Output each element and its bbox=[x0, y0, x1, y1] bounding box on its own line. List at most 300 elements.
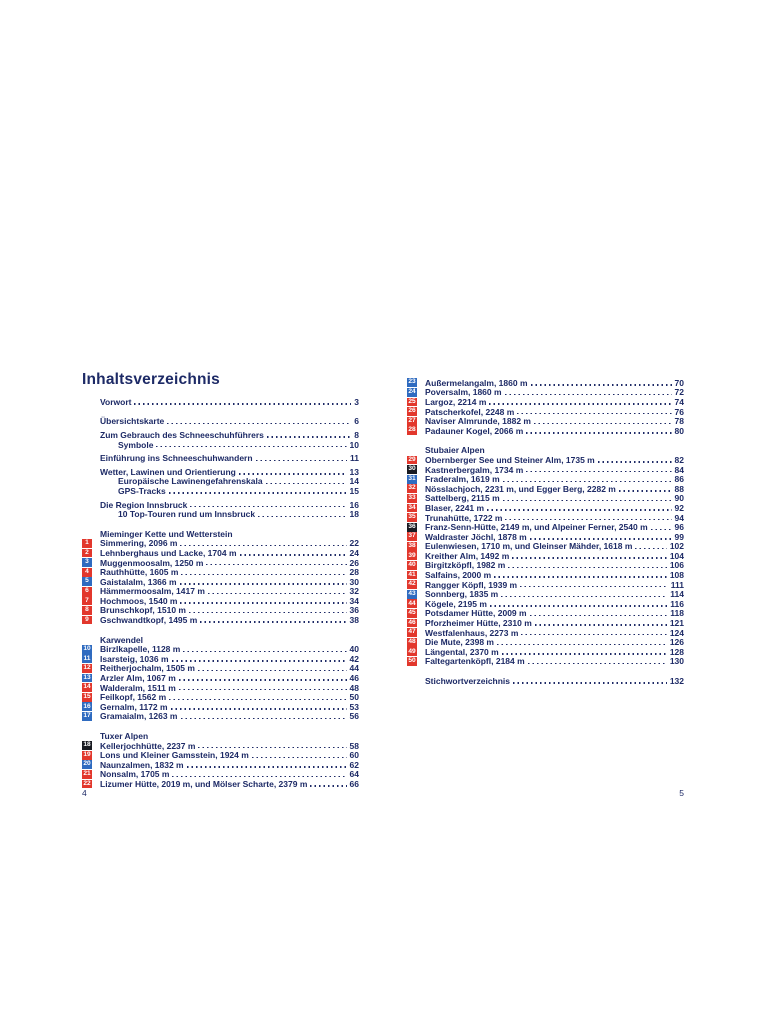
dot-leader bbox=[526, 471, 671, 472]
tour-number-badge: 20 bbox=[83, 760, 91, 768]
dot-leader bbox=[513, 682, 667, 683]
dot-leader bbox=[651, 529, 672, 530]
toc-tour-row bbox=[407, 494, 684, 504]
toc-tour-row bbox=[407, 513, 684, 523]
entry-page-number: 48 bbox=[349, 682, 359, 693]
entry-label: Außermelangalm, 1860 m bbox=[425, 377, 528, 388]
entry-label: Hochmoos, 1540 m bbox=[100, 595, 178, 606]
toc-tour-row bbox=[82, 644, 359, 654]
entry-label: Kellerjochhütte, 2237 m bbox=[100, 740, 196, 751]
toc-entry-row bbox=[82, 417, 359, 427]
tour-number-badge: 44 bbox=[408, 599, 416, 607]
entry-page-number: 38 bbox=[349, 615, 359, 626]
entry-label: Westfalenhaus, 2273 m bbox=[425, 627, 519, 638]
entry-label: Walderalm, 1511 m bbox=[100, 682, 176, 693]
entry-label: Gschwandtkopf, 1495 m bbox=[100, 615, 198, 626]
entry-page-number: 10 bbox=[349, 439, 359, 450]
toc-tour-row bbox=[82, 741, 359, 751]
toc-tour-row bbox=[407, 484, 684, 494]
entry-label: Feilkopf, 1562 m bbox=[100, 692, 167, 703]
toc-section-heading: Mieminger Kette und Wetterstein bbox=[100, 528, 233, 539]
dot-leader bbox=[183, 651, 346, 652]
entry-page-number: 64 bbox=[349, 769, 359, 780]
toc-tour-row bbox=[82, 664, 359, 674]
entry-page-number: 11 bbox=[350, 453, 359, 464]
tour-number-badge: 41 bbox=[408, 570, 416, 578]
tour-number-badge: 30 bbox=[408, 465, 416, 473]
entry-page-number: 3 bbox=[354, 396, 359, 407]
tour-number-badge: 42 bbox=[408, 580, 416, 588]
toc-tour-row bbox=[407, 522, 684, 532]
toc-tour-row bbox=[407, 542, 684, 552]
toc-tour-row bbox=[82, 558, 359, 568]
toc-entry-row bbox=[82, 509, 359, 519]
entry-label: Fraderalm, 1619 m bbox=[425, 474, 500, 485]
dot-leader bbox=[534, 423, 672, 424]
dot-leader bbox=[258, 516, 346, 517]
dot-leader bbox=[502, 653, 667, 654]
tour-number-badge: 23 bbox=[408, 378, 416, 386]
dot-leader bbox=[172, 776, 346, 777]
entry-label: Muggenmoosalm, 1250 m bbox=[100, 557, 204, 568]
toc-tour-row bbox=[82, 683, 359, 693]
dot-leader bbox=[503, 481, 672, 482]
toc-tour-row bbox=[407, 503, 684, 513]
toc-tour-row bbox=[407, 465, 684, 475]
entry-page-number: 132 bbox=[669, 676, 684, 687]
tour-number-badge: 3 bbox=[82, 558, 92, 567]
entry-label: Franz-Senn-Hütte, 2149 m, und Alpeiner Ferner, 2540 m bbox=[425, 522, 648, 533]
toc-tour-row bbox=[82, 615, 359, 625]
tour-number-badge: 24 bbox=[408, 388, 416, 396]
entry-label: Stichwortverzeichnis bbox=[425, 676, 511, 687]
dot-leader bbox=[180, 602, 346, 603]
entry-label: Kögele, 2195 m bbox=[425, 598, 487, 609]
entry-page-number: 56 bbox=[349, 711, 359, 722]
tour-number-badge: 46 bbox=[408, 618, 416, 626]
entry-page-number: 28 bbox=[349, 567, 359, 578]
tour-number-badge: 26 bbox=[408, 407, 416, 415]
entry-page-number: 130 bbox=[669, 656, 684, 667]
entry-page-number: 126 bbox=[669, 637, 684, 648]
tour-number-badge: 11 bbox=[83, 654, 91, 662]
toc-tour-row bbox=[407, 474, 684, 484]
dot-leader bbox=[508, 567, 667, 568]
dot-leader bbox=[535, 624, 667, 625]
entry-page-number: 42 bbox=[349, 653, 359, 664]
tour-number-badge: 43 bbox=[408, 589, 416, 597]
entry-page-number: 36 bbox=[349, 605, 359, 616]
toc-tour-row bbox=[407, 589, 684, 599]
toc-tour-row bbox=[407, 599, 684, 609]
toc-tour-row bbox=[82, 567, 359, 577]
dot-leader bbox=[208, 593, 347, 594]
entry-page-number: 6 bbox=[354, 416, 359, 427]
entry-page-number: 84 bbox=[674, 464, 684, 475]
entry-page-number: 8 bbox=[354, 429, 359, 440]
dot-leader bbox=[190, 506, 346, 507]
entry-label: Einführung ins Schneeschuhwandern bbox=[100, 453, 253, 464]
dot-leader bbox=[520, 586, 668, 587]
entry-label: Symbole bbox=[118, 439, 154, 450]
entry-page-number: 44 bbox=[349, 663, 359, 674]
entry-page-number: 92 bbox=[674, 502, 684, 513]
toc-tour-row bbox=[407, 551, 684, 561]
dot-leader bbox=[531, 384, 672, 385]
toc-title: Inhaltsverzeichnis bbox=[82, 371, 220, 388]
entry-label: Largoz, 2214 m bbox=[425, 396, 487, 407]
entry-page-number: 96 bbox=[674, 522, 684, 533]
dot-leader bbox=[512, 557, 667, 558]
page-number-left: 4 bbox=[82, 788, 87, 798]
tour-number-badge: 28 bbox=[408, 426, 416, 434]
tour-number-badge: 48 bbox=[408, 637, 416, 645]
entry-page-number: 32 bbox=[349, 586, 359, 597]
entry-label: Obernberger See und Steiner Alm, 1735 m bbox=[425, 454, 595, 465]
entry-label: Naviser Almrunde, 1882 m bbox=[425, 416, 531, 427]
entry-label: Längental, 2370 m bbox=[425, 646, 499, 657]
entry-label: Rangger Köpfl, 1939 m bbox=[425, 579, 518, 590]
dot-leader bbox=[240, 554, 347, 555]
page-column-right bbox=[407, 378, 684, 686]
entry-page-number: 108 bbox=[669, 570, 684, 581]
tour-number-badge: 47 bbox=[408, 628, 416, 636]
tour-number-badge: 21 bbox=[83, 770, 91, 778]
entry-page-number: 24 bbox=[349, 547, 359, 558]
toc-tour-row bbox=[407, 628, 684, 638]
tour-number-badge: 38 bbox=[408, 541, 416, 549]
toc-tour-row bbox=[407, 455, 684, 465]
entry-page-number: 40 bbox=[349, 644, 359, 655]
entry-page-number: 104 bbox=[669, 550, 684, 561]
entry-label: Rauthhütte, 1605 m bbox=[100, 567, 179, 578]
dot-leader bbox=[256, 460, 347, 461]
entry-label: Blaser, 2241 m bbox=[425, 502, 485, 513]
entry-page-number: 118 bbox=[670, 608, 684, 619]
dot-leader bbox=[169, 492, 347, 493]
toc-tour-row bbox=[82, 760, 359, 770]
page-number-right: 5 bbox=[679, 788, 684, 798]
tour-number-badge: 34 bbox=[408, 503, 416, 511]
toc-tour-row bbox=[82, 606, 359, 616]
entry-label: Simmering, 2096 m bbox=[100, 538, 178, 549]
entry-label: Lons und Kleiner Gamsstein, 1924 m bbox=[100, 750, 249, 761]
tour-number-badge: 10 bbox=[83, 644, 91, 652]
dot-leader bbox=[619, 490, 672, 491]
tour-number-badge: 16 bbox=[83, 702, 91, 710]
entry-page-number: 102 bbox=[669, 541, 684, 552]
tour-number-badge: 9 bbox=[82, 616, 92, 625]
entry-label: Übersichtskarte bbox=[100, 416, 165, 427]
entry-page-number: 18 bbox=[349, 509, 359, 520]
entry-page-number: 16 bbox=[349, 499, 359, 510]
tour-number-badge: 14 bbox=[83, 683, 91, 691]
dot-leader bbox=[503, 500, 672, 501]
entry-label: Gaistalalm, 1366 m bbox=[100, 576, 177, 587]
entry-label: Salfains, 2000 m bbox=[425, 570, 492, 581]
dot-leader bbox=[530, 538, 672, 539]
dot-leader bbox=[489, 403, 671, 404]
entry-label: Die Region Innsbruck bbox=[100, 499, 188, 510]
entry-page-number: 80 bbox=[674, 425, 684, 436]
tour-number-badge: 32 bbox=[408, 484, 416, 492]
dot-leader bbox=[171, 708, 347, 709]
entry-label: Trunahütte, 1722 m bbox=[425, 512, 503, 523]
entry-label: Hämmermoosalm, 1417 m bbox=[100, 586, 205, 597]
toc-entry-row bbox=[82, 467, 359, 477]
dot-leader bbox=[266, 483, 347, 484]
dot-leader bbox=[310, 785, 346, 786]
entry-label: Nonsalm, 1705 m bbox=[100, 769, 170, 780]
entry-page-number: 13 bbox=[349, 466, 359, 477]
entry-page-number: 94 bbox=[674, 512, 684, 523]
dot-leader bbox=[501, 596, 667, 597]
dot-leader bbox=[528, 663, 667, 664]
entry-label: Potsdamer Hütte, 2009 m bbox=[425, 608, 527, 619]
toc-tour-row bbox=[82, 702, 359, 712]
dot-leader bbox=[180, 545, 346, 546]
entry-label: 10 Top-Touren rund um Innsbruck bbox=[118, 509, 256, 520]
dot-leader bbox=[598, 461, 672, 462]
toc-tour-row bbox=[82, 587, 359, 597]
tour-number-badge: 18 bbox=[83, 741, 91, 749]
tour-number-badge: 17 bbox=[83, 712, 91, 720]
toc-tour-row bbox=[407, 637, 684, 647]
toc-entry-row bbox=[82, 430, 359, 440]
entry-page-number: 34 bbox=[349, 595, 359, 606]
entry-page-number: 15 bbox=[349, 485, 359, 496]
dot-leader bbox=[505, 394, 672, 395]
entry-label: Kreither Alm, 1492 m bbox=[425, 550, 510, 561]
dot-leader bbox=[189, 612, 347, 613]
toc-tour-row bbox=[82, 750, 359, 760]
tour-number-badge: 40 bbox=[408, 561, 416, 569]
toc-entry-row bbox=[82, 453, 359, 463]
dot-leader bbox=[635, 548, 666, 549]
entry-page-number: 111 bbox=[670, 579, 684, 590]
toc-tour-row bbox=[407, 609, 684, 619]
dot-leader bbox=[497, 644, 667, 645]
tour-number-badge: 35 bbox=[408, 513, 416, 521]
entry-page-number: 26 bbox=[349, 557, 359, 568]
entry-label: Reitherjochalm, 1505 m bbox=[100, 663, 195, 674]
entry-label: Arzler Alm, 1067 m bbox=[100, 673, 176, 684]
toc-tour-row bbox=[407, 647, 684, 657]
toc-tour-row bbox=[82, 673, 359, 683]
entry-label: Brunschkopf, 1510 m bbox=[100, 605, 186, 616]
dot-leader bbox=[490, 605, 667, 606]
toc-tour-row bbox=[407, 580, 684, 590]
entry-label: Die Mute, 2398 m bbox=[425, 637, 494, 648]
tour-number-badge: 37 bbox=[408, 532, 416, 540]
entry-label: Wetter, Lawinen und Orientierung bbox=[100, 466, 236, 477]
entry-label: Europäische Lawinengefahrenskala bbox=[118, 476, 263, 487]
dot-leader bbox=[494, 576, 667, 577]
entry-label: Pforzheimer Hütte, 2310 m bbox=[425, 618, 532, 629]
entry-page-number: 70 bbox=[674, 377, 684, 388]
entry-page-number: 128 bbox=[669, 646, 684, 657]
toc-entry-row bbox=[82, 477, 359, 487]
entry-label: Sattelberg, 2115 m bbox=[425, 493, 500, 504]
dot-leader bbox=[134, 403, 351, 404]
entry-label: Gernalm, 1172 m bbox=[100, 701, 168, 712]
dot-leader bbox=[198, 670, 347, 671]
entry-page-number: 62 bbox=[349, 759, 359, 770]
entry-label: Naunzalmen, 1832 m bbox=[100, 759, 184, 770]
entry-label: Isarsteig, 1036 m bbox=[100, 653, 169, 664]
dot-leader bbox=[181, 718, 347, 719]
entry-page-number: 72 bbox=[674, 387, 684, 398]
toc-tour-row bbox=[407, 570, 684, 580]
dot-leader bbox=[169, 699, 346, 700]
tour-number-badge: 6 bbox=[82, 587, 92, 596]
tour-number-badge: 27 bbox=[408, 416, 416, 424]
dot-leader bbox=[267, 436, 351, 437]
entry-label: Birgitzköpfl, 1982 m bbox=[425, 560, 506, 571]
tour-number-badge: 12 bbox=[83, 664, 91, 672]
entry-page-number: 86 bbox=[674, 474, 684, 485]
tour-number-badge: 31 bbox=[408, 474, 416, 482]
entry-page-number: 114 bbox=[670, 589, 684, 600]
toc-section-heading: Stubaier Alpen bbox=[425, 445, 485, 456]
toc-entry-row bbox=[82, 397, 359, 407]
toc-tour-row bbox=[407, 416, 684, 426]
tour-number-badge: 50 bbox=[408, 657, 416, 665]
entry-page-number: 78 bbox=[674, 416, 684, 427]
dot-leader bbox=[206, 564, 346, 565]
entry-label: Lizumer Hütte, 2019 m, und Mölser Scharte, 2379 m bbox=[100, 778, 308, 789]
dot-leader bbox=[179, 679, 347, 680]
toc-tour-row bbox=[407, 426, 684, 436]
tour-number-badge: 5 bbox=[82, 577, 92, 586]
tour-number-badge: 4 bbox=[82, 568, 92, 577]
entry-page-number: 66 bbox=[349, 778, 359, 789]
toc-tour-row bbox=[407, 657, 684, 667]
tour-number-badge: 8 bbox=[82, 606, 92, 615]
toc-tour-row bbox=[407, 397, 684, 407]
entry-label: Birzlkapelle, 1128 m bbox=[100, 644, 181, 655]
entry-label: Nösslachjoch, 2231 m, und Egger Berg, 2282 m bbox=[425, 483, 616, 494]
entry-label: Waldraster Jöchl, 1878 m bbox=[425, 531, 527, 542]
toc-tour-row bbox=[82, 692, 359, 702]
tour-number-badge: 13 bbox=[83, 673, 91, 681]
toc-tour-row bbox=[82, 712, 359, 722]
dot-leader bbox=[530, 615, 668, 616]
entry-label: Kastnerbergalm, 1734 m bbox=[425, 464, 524, 475]
entry-page-number: 99 bbox=[674, 531, 684, 542]
dot-leader bbox=[487, 509, 671, 510]
dot-leader bbox=[172, 660, 347, 661]
entry-label: Lehnberghaus und Lacke, 1704 m bbox=[100, 547, 237, 558]
entry-page-number: 76 bbox=[674, 406, 684, 417]
entry-label: Poversalm, 1860 m bbox=[425, 387, 502, 398]
entry-page-number: 22 bbox=[349, 538, 359, 549]
entry-page-number: 50 bbox=[349, 692, 359, 703]
tour-number-badge: 19 bbox=[83, 750, 91, 758]
dot-leader bbox=[252, 757, 347, 758]
toc-entry-row bbox=[82, 500, 359, 510]
entry-page-number: 58 bbox=[349, 740, 359, 751]
toc-tour-row bbox=[407, 532, 684, 542]
entry-label: Sonnberg, 1835 m bbox=[425, 589, 499, 600]
dot-leader bbox=[517, 413, 671, 414]
dot-leader bbox=[505, 519, 671, 520]
toc-entry-row bbox=[82, 486, 359, 496]
entry-label: Vorwort bbox=[100, 396, 132, 407]
toc-tour-row bbox=[82, 596, 359, 606]
entry-page-number: 90 bbox=[674, 493, 684, 504]
toc-section-heading: Tuxer Alpen bbox=[100, 731, 149, 742]
entry-label: Gramaialm, 1263 m bbox=[100, 711, 178, 722]
entry-label: Eulenwiesen, 1710 m, und Gleinser Mähder, 1618 m bbox=[425, 541, 633, 552]
entry-page-number: 82 bbox=[674, 454, 684, 465]
tour-number-badge: 2 bbox=[82, 549, 92, 558]
entry-label: Faltegartenköpfl, 2184 m bbox=[425, 656, 525, 667]
tour-number-badge: 15 bbox=[83, 692, 91, 700]
toc-tour-row bbox=[82, 779, 359, 789]
tour-number-badge: 49 bbox=[408, 647, 416, 655]
tour-number-badge: 25 bbox=[408, 397, 416, 405]
dot-leader bbox=[200, 621, 346, 622]
entry-page-number: 124 bbox=[669, 627, 684, 638]
tour-number-badge: 1 bbox=[82, 539, 92, 548]
toc-tour-row bbox=[407, 407, 684, 417]
toc-tour-row bbox=[407, 561, 684, 571]
toc-section-heading: Karwendel bbox=[100, 634, 143, 645]
entry-page-number: 60 bbox=[349, 750, 359, 761]
entry-label: Zum Gebrauch des Schneeschuhführers bbox=[100, 429, 264, 440]
dot-leader bbox=[521, 634, 666, 635]
entry-page-number: 106 bbox=[669, 560, 684, 571]
tour-number-badge: 22 bbox=[83, 779, 91, 787]
tour-number-badge: 7 bbox=[82, 596, 92, 605]
dot-leader bbox=[167, 423, 351, 424]
toc-tour-row bbox=[82, 577, 359, 587]
entry-page-number: 74 bbox=[674, 396, 684, 407]
dot-leader bbox=[179, 689, 347, 690]
toc-entry-row bbox=[407, 676, 684, 686]
toc-tour-row bbox=[407, 388, 684, 398]
tour-number-badge: 33 bbox=[408, 494, 416, 502]
toc-tour-row bbox=[407, 378, 684, 388]
dot-leader bbox=[198, 747, 346, 748]
entry-label: Patscherkofel, 2248 m bbox=[425, 406, 515, 417]
dot-leader bbox=[526, 432, 671, 433]
entry-label: GPS-Tracks bbox=[118, 485, 166, 496]
dot-leader bbox=[239, 473, 347, 474]
toc-tour-row bbox=[82, 654, 359, 664]
tour-number-badge: 39 bbox=[408, 551, 416, 559]
toc-tour-row bbox=[82, 548, 359, 558]
dot-leader bbox=[180, 583, 347, 584]
toc-tour-row bbox=[82, 770, 359, 780]
tour-number-badge: 45 bbox=[408, 609, 416, 617]
dot-leader bbox=[156, 446, 346, 447]
entry-page-number: 14 bbox=[349, 476, 359, 487]
entry-page-number: 88 bbox=[674, 483, 684, 494]
toc-entry-row bbox=[82, 440, 359, 450]
entry-page-number: 121 bbox=[669, 618, 684, 629]
entry-page-number: 116 bbox=[670, 598, 684, 609]
entry-label: Padauner Kogel, 2066 m bbox=[425, 425, 524, 436]
tour-number-badge: 36 bbox=[408, 522, 416, 530]
page-column-left bbox=[82, 372, 359, 789]
toc-tour-row bbox=[82, 539, 359, 549]
tour-number-badge: 29 bbox=[408, 455, 416, 463]
entry-page-number: 46 bbox=[349, 673, 359, 684]
entry-page-number: 30 bbox=[349, 576, 359, 587]
dot-leader bbox=[187, 766, 347, 767]
